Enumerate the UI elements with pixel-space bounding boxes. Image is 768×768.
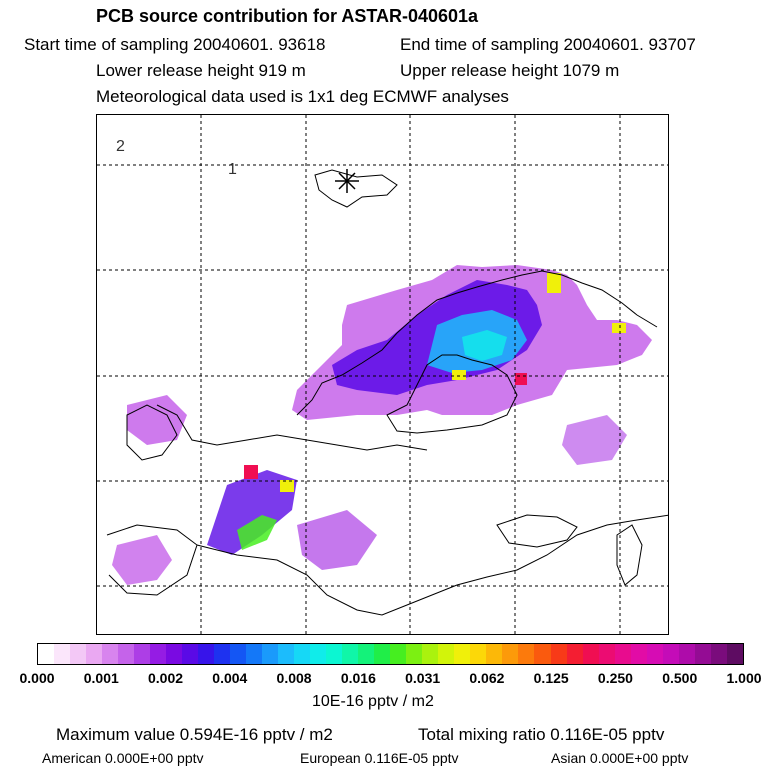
map-canvas: [97, 115, 669, 635]
asian-text: Asian 0.000E+00 pptv: [551, 750, 689, 766]
colorbar-tick-label: 0.031: [405, 670, 441, 686]
colorbar-tick-label: 0.016: [340, 670, 376, 686]
upper-height-text: Upper release height 1079 m: [400, 61, 620, 80]
colorbar-swatch: [583, 644, 599, 664]
colorbar-swatch: [230, 644, 246, 664]
colorbar-swatch: [599, 644, 615, 664]
american-text: American 0.000E+00 pptv: [42, 750, 204, 766]
colorbar-swatch: [615, 644, 631, 664]
colorbar-swatch: [166, 644, 182, 664]
hotspot-yellow-c: [612, 323, 626, 333]
colorbar-swatch: [310, 644, 326, 664]
colorbar-swatch: [711, 644, 727, 664]
colorbar-swatch: [182, 644, 198, 664]
colorbar-swatch: [102, 644, 118, 664]
colorbar-swatch: [54, 644, 70, 664]
hotspot-red-b: [244, 465, 258, 479]
max-value-text: Maximum value 0.594E-16 pptv / m2: [56, 725, 333, 744]
plot-title: PCB source contribution for ASTAR-040601a: [96, 6, 479, 26]
colorbar-swatch: [631, 644, 647, 664]
colorbar-swatch: [374, 644, 390, 664]
colorbar-tick-label: 0.002: [148, 670, 184, 686]
colorbar-swatch: [358, 644, 374, 664]
colorbar-swatch: [422, 644, 438, 664]
colorbar-swatch: [695, 644, 711, 664]
colorbar-swatch: [438, 644, 454, 664]
colorbar-swatch: [70, 644, 86, 664]
colorbar-swatch: [262, 644, 278, 664]
hotspot-red: [515, 373, 527, 385]
patch-south: [297, 510, 377, 570]
map-panel: [96, 114, 669, 635]
colorbar-swatch: [406, 644, 422, 664]
meteo-text: Meteorological data used is 1x1 deg ECMWF analyses: [96, 87, 509, 106]
european-text: European 0.116E-05 pptv: [300, 750, 459, 766]
colorbar-swatch: [486, 644, 502, 664]
colorbar-unit: 10E-16 pptv / m2: [312, 693, 434, 710]
colorbar-swatch: [150, 644, 166, 664]
patch-east: [562, 415, 627, 465]
colorbar-tick-label: 0.125: [533, 670, 569, 686]
colorbar-swatch: [454, 644, 470, 664]
colorbar: [37, 643, 744, 665]
colorbar-swatch: [38, 644, 54, 664]
colorbar-tick-label: 0.008: [276, 670, 312, 686]
star-marker: [335, 169, 359, 193]
concentration-field: [112, 265, 652, 585]
svalbard-coast: [315, 170, 397, 207]
map-label-1: 1: [228, 161, 237, 178]
colorbar-swatch: [663, 644, 679, 664]
caspian-coast: [617, 525, 642, 585]
patch-iberia: [112, 535, 172, 585]
colorbar-swatch: [551, 644, 567, 664]
colorbar-tick-label: 0.004: [212, 670, 248, 686]
colorbar-tick-label: 0.000: [19, 670, 55, 686]
colorbar-swatch: [502, 644, 518, 664]
hotspot-yellow-d: [280, 480, 294, 492]
patch-west: [127, 395, 187, 445]
colorbar-swatch: [326, 644, 342, 664]
hotspot-yellow-b: [547, 273, 561, 293]
colorbar-tick-label: 0.250: [597, 670, 633, 686]
colorbar-swatch: [390, 644, 406, 664]
end-time-text: End time of sampling 20040601. 93707: [400, 35, 696, 54]
colorbar-tick-label: 1.000: [726, 670, 762, 686]
black-sea-coast: [497, 515, 577, 547]
colorbar-swatch: [294, 644, 310, 664]
total-mixing-text: Total mixing ratio 0.116E-05 pptv: [418, 725, 665, 744]
hotspot-yellow-a: [452, 370, 466, 380]
colorbar-swatch: [86, 644, 102, 664]
colorbar-swatch: [118, 644, 134, 664]
colorbar-swatch: [278, 644, 294, 664]
map-label-2: 2: [116, 138, 125, 155]
colorbar-swatch: [518, 644, 534, 664]
colorbar-swatch: [198, 644, 214, 664]
colorbar-tick-label: 0.500: [662, 670, 698, 686]
lower-height-text: Lower release height 919 m: [96, 61, 306, 80]
colorbar-swatch: [534, 644, 550, 664]
colorbar-swatch: [679, 644, 695, 664]
colorbar-swatch: [214, 644, 230, 664]
colorbar-swatch: [342, 644, 358, 664]
start-time-text: Start time of sampling 20040601. 93618: [24, 35, 326, 54]
colorbar-swatch: [470, 644, 486, 664]
colorbar-swatch: [134, 644, 150, 664]
colorbar-tick-label: 0.062: [469, 670, 505, 686]
colorbar-tick-label: 0.001: [83, 670, 119, 686]
colorbar-swatch: [246, 644, 262, 664]
colorbar-swatch: [727, 644, 743, 664]
colorbar-swatch: [567, 644, 583, 664]
colorbar-swatch: [647, 644, 663, 664]
